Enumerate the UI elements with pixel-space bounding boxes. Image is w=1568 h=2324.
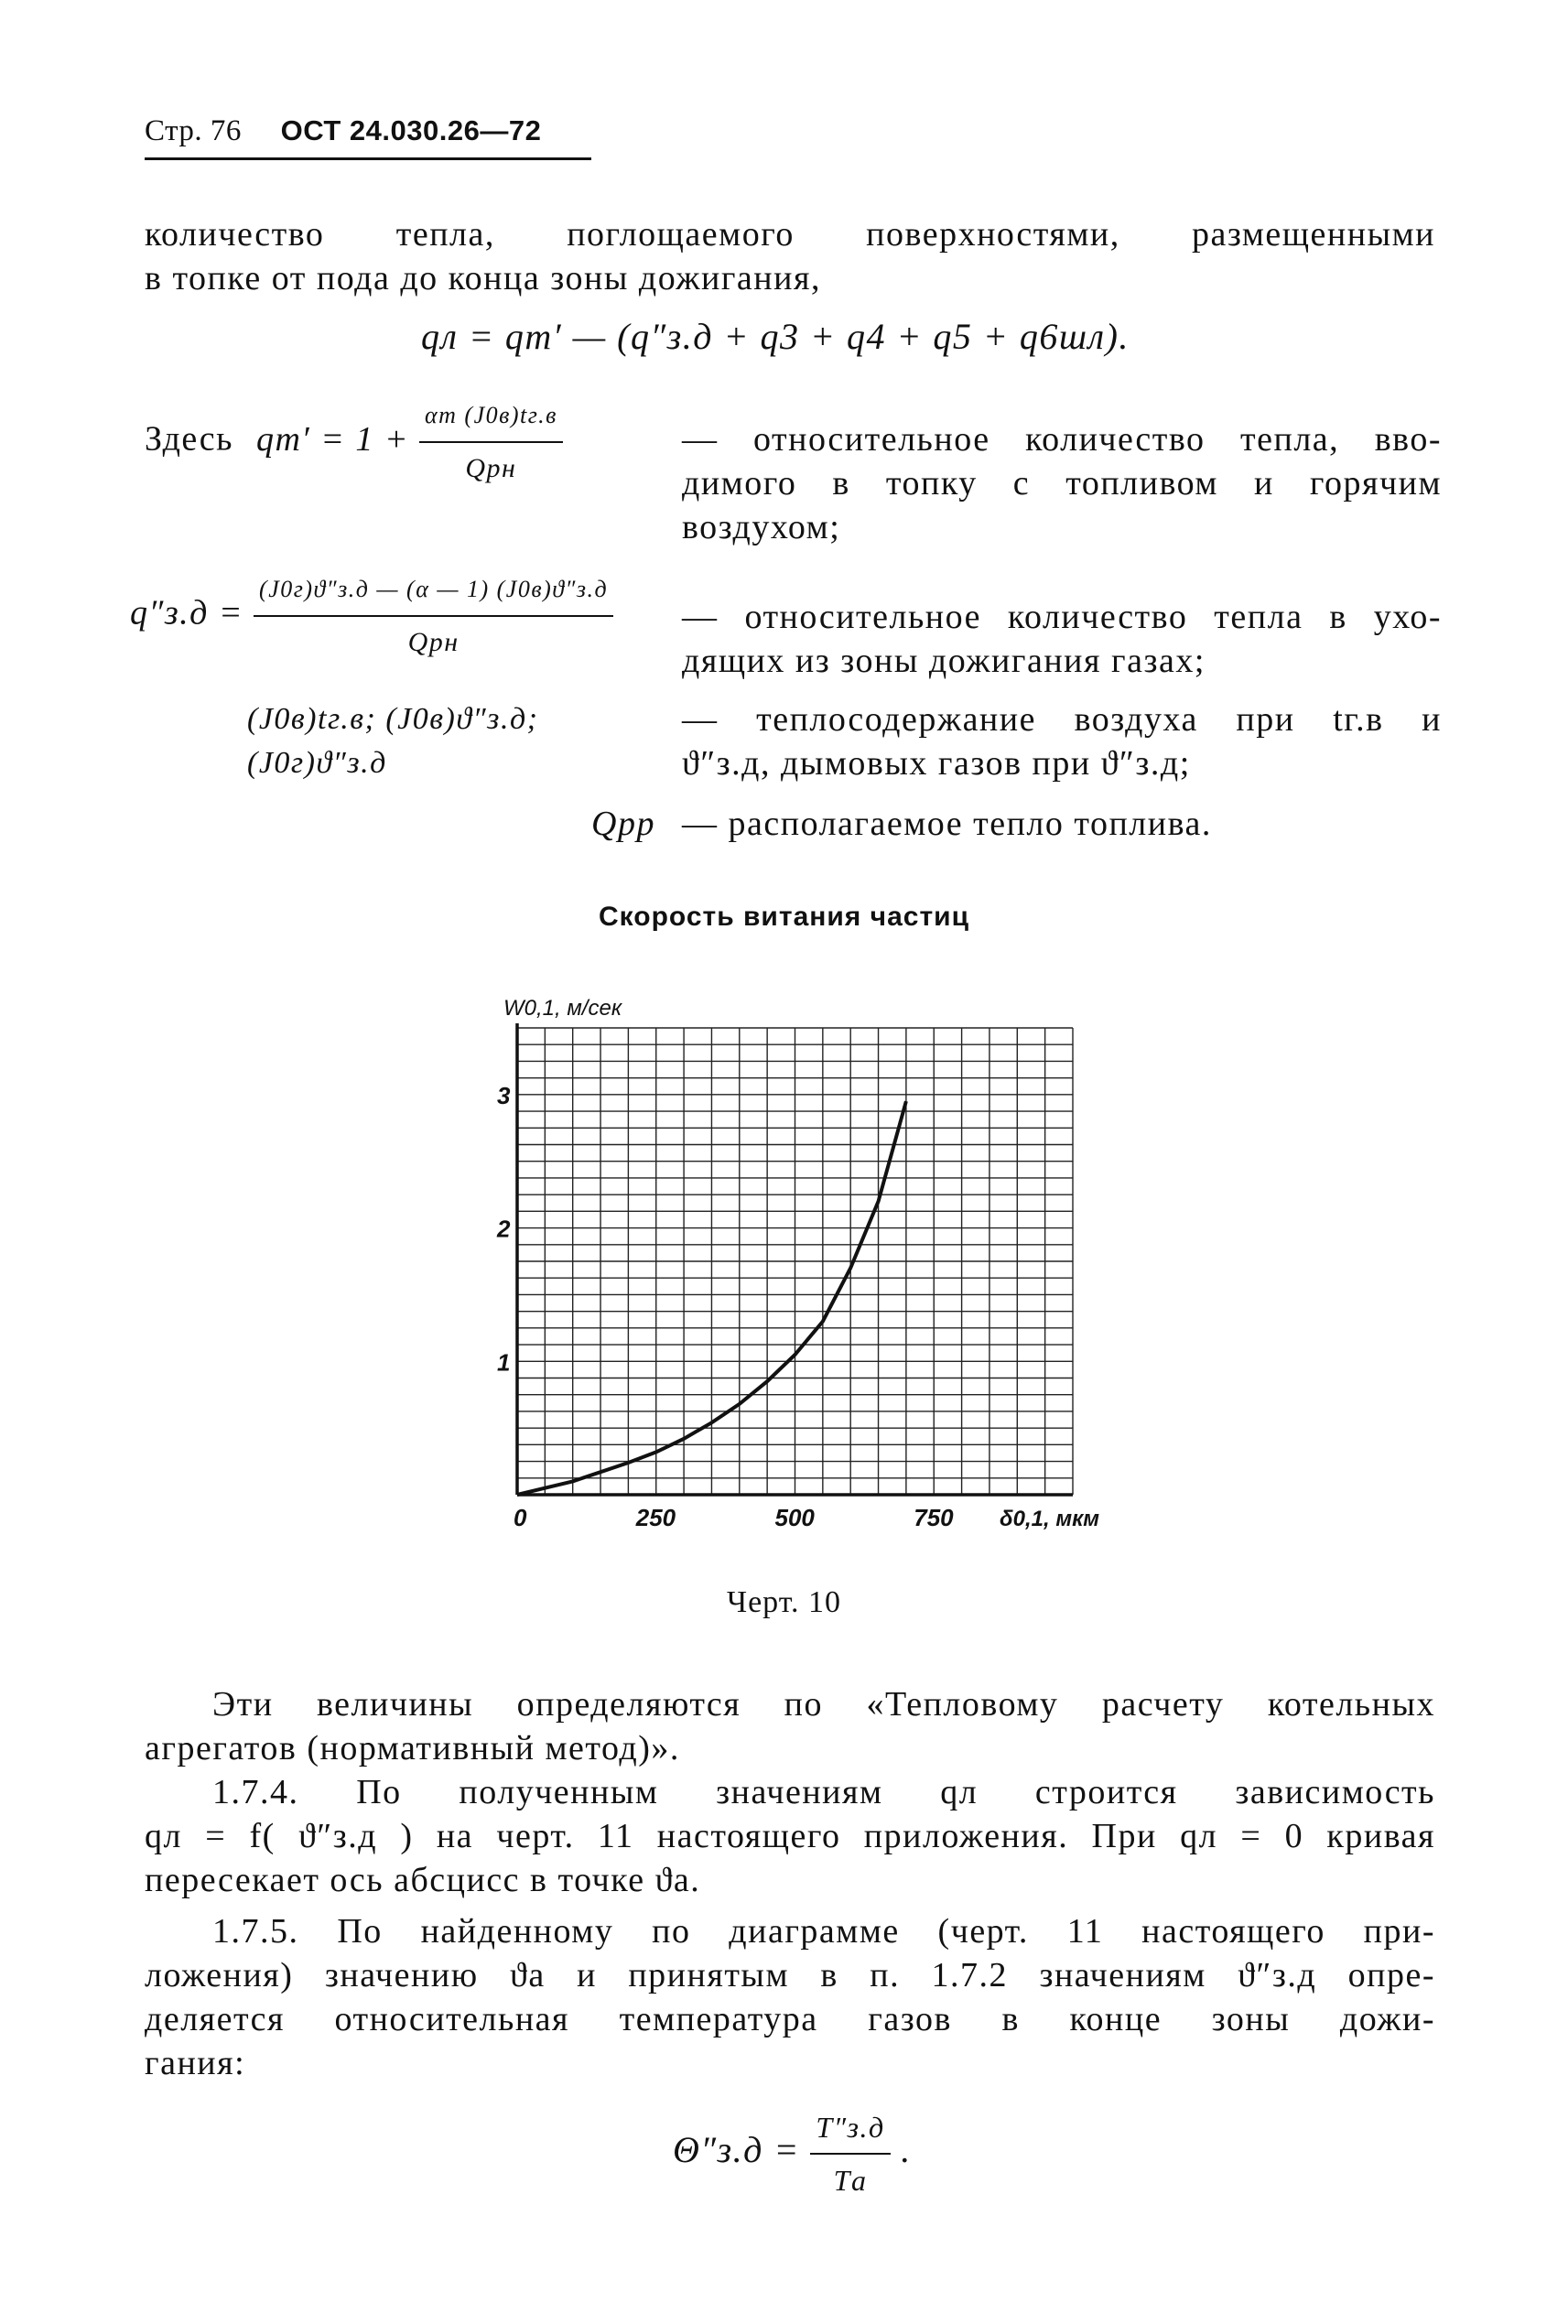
definition-2-lhs xyxy=(130,567,679,665)
y-axis-label: W0,1, м/сек xyxy=(503,996,622,1021)
paragraph-1-line-1: Эти величины определяются по «Тепловому расчету котельных xyxy=(212,1685,1435,1724)
definition-3-desc xyxy=(682,697,1442,785)
page-number: Стр. 76 xyxy=(145,114,242,147)
paragraph-2-line-2: qл = f( ϑ″з.д ) на черт. 11 настоящего приложения. При qл = 0 кривая xyxy=(145,1817,1435,1855)
fraction-numerator: (J0г)ϑ″з.д — (α — 1) (J0в)ϑ″з.д xyxy=(259,576,609,602)
definition-2-fraction xyxy=(254,567,613,665)
formula-end: . xyxy=(901,2129,912,2171)
paragraph-2-line-3: пересекает ось абсцисс в точке ϑа. xyxy=(145,1861,701,1899)
definition-1-lhs xyxy=(145,394,694,494)
main-formula: qл = qт′ — (q″з.д + q3 + q4 + q5 + q6шл). xyxy=(421,316,1130,357)
x-tick-label: 250 xyxy=(635,1504,676,1531)
fraction-numerator: T″з.д xyxy=(816,2111,885,2144)
chart-grid xyxy=(517,1028,1073,1495)
header-rule xyxy=(145,157,591,160)
desc-line: — относительное количество тепла в ухо- xyxy=(682,598,1442,636)
fraction-denominator: Qрн xyxy=(419,441,563,491)
paragraph-3-line-3: деляется относительная температура газов в конце зоны дожи- xyxy=(145,2000,1435,2038)
velocity-chart xyxy=(476,993,1135,1561)
x-tick-label: 750 xyxy=(914,1504,954,1531)
x-tick-labels xyxy=(514,1504,954,1531)
intro-line-2: в топке от пода до конца зоны дожигания, xyxy=(145,259,821,297)
standard-code: ОСТ 24.030.26—72 xyxy=(280,114,542,146)
paragraph-1-line-2: агрегатов (нормативный метод)». xyxy=(145,1729,680,1767)
formula-lhs: Θ″з.д = xyxy=(673,2129,800,2171)
desc-line: — относительное количество тепла, вво- xyxy=(682,420,1442,459)
y-tick-label: 3 xyxy=(497,1081,511,1109)
paragraph-3-line-4: гания: xyxy=(145,2044,246,2082)
y-tick-label: 1 xyxy=(497,1348,511,1377)
desc-line: дящих из зоны дожигания газах; xyxy=(682,642,1206,680)
definition-2-symbol: q″з.д = xyxy=(130,593,244,632)
formula-fraction xyxy=(810,2105,890,2202)
desc-line: воздухом; xyxy=(682,508,841,546)
y-tick-label: 2 xyxy=(497,1215,511,1243)
intro-line-1: количество тепла, поглощаемого поверхностями, размещенными xyxy=(145,215,1435,254)
definition-3-symbol: (J0в)tг.в; (J0в)ϑ″з.д; (J0г)ϑ″з.д xyxy=(247,702,539,780)
definition-1-symbol: qт′ = 1 + xyxy=(255,419,409,459)
x-axis-label: δ0,1, мкм xyxy=(1000,1507,1100,1531)
x-tick-label: 500 xyxy=(774,1504,815,1531)
paragraph-3-line-2: ложения) значению ϑа и принятым в п. 1.7.2 значениям ϑ″з.д опре- xyxy=(145,1956,1435,1994)
paragraph-3-line-1: 1.7.5. По найденному по диаграмме (черт. 11 настоящего при- xyxy=(212,1912,1435,1951)
desc-line: димого в топку с топливом и горячим xyxy=(682,464,1442,503)
definition-2-desc xyxy=(682,595,1442,683)
definition-lead: Здесь xyxy=(145,419,233,459)
fraction-denominator: Tа xyxy=(810,2153,890,2202)
desc-line: ϑ″з.д, дымовых газов при ϑ″з.д; xyxy=(682,744,1191,783)
page-header xyxy=(145,114,541,148)
figure-caption: Черт. 10 xyxy=(726,1585,842,1619)
chart-title: Скорость витания частиц xyxy=(598,902,970,932)
definition-1-fraction xyxy=(419,394,563,491)
definition-1-desc xyxy=(682,417,1442,549)
y-tick-labels xyxy=(496,1082,511,1376)
definition-4-desc: — располагаемое тепло топлива. xyxy=(682,805,1212,843)
definition-4-symbol: Qрр xyxy=(591,805,655,843)
fraction-denominator: Qрн xyxy=(254,615,613,665)
desc-line: — теплосодержание воздуха при tг.в и xyxy=(682,700,1442,739)
fraction-numerator: αт (J0в)tг.в xyxy=(424,402,557,428)
x-tick-label: 0 xyxy=(514,1504,527,1531)
final-formula xyxy=(673,2105,1130,2202)
paragraph-2-line-1: 1.7.4. По полученным значениям qл строится зависимость xyxy=(212,1773,1435,1811)
